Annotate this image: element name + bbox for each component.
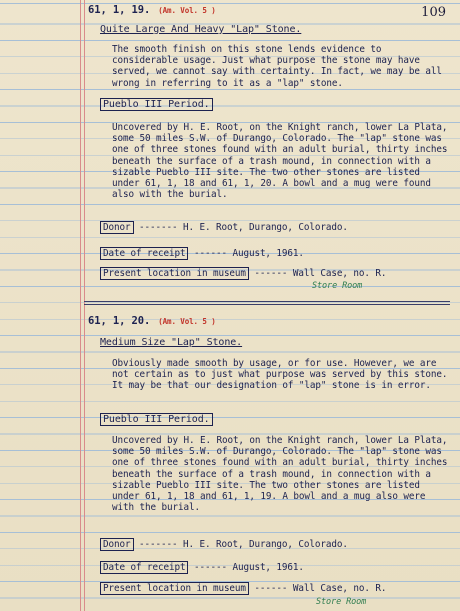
entry-1-date-value: August, 1961. [232, 248, 304, 259]
entry-divider-second [84, 304, 450, 305]
entry-2-donor-label: Donor [100, 538, 134, 551]
entry-1-date-label: Date of receipt [100, 247, 188, 260]
entry-1-location-line: Present location in museum ------ Wall Case, no. R. [100, 268, 386, 279]
entry-1-period [100, 99, 213, 110]
entry-divider [84, 301, 450, 302]
entry-1-title: Quite Large And Heavy "Lap" Stone. [100, 24, 302, 35]
entry-1-volume-ref: (Am. Vol. 5 ) [158, 6, 216, 15]
entry-1-catalog-number [88, 4, 216, 16]
entry-1-donor-value: H. E. Root, Durango, Colorado. [182, 222, 348, 233]
entry-1-donor-line: Donor ------- H. E. Root, Durango, Colorado. [100, 222, 348, 233]
entry-2-volume-ref: (Am. Vol. 5 ) [158, 317, 216, 326]
entry-2-title: Medium Size "Lap" Stone. [100, 337, 243, 348]
entry-2-period [100, 414, 213, 425]
page-number: 109 [421, 5, 446, 20]
entry-2-period-label: Pueblo III Period. [100, 413, 213, 426]
entry-2-date-label: Date of receipt [100, 561, 188, 574]
entry-2-location-value: Wall Case, no. R. [292, 583, 387, 594]
entry-1-location-value: Wall Case, no. R. [292, 268, 387, 279]
entry-1-provenance: Uncovered by H. E. Root, on the Knight ranch, lower La Plata, some 50 miles S.W. of Durango, Colorado. The "lap" stone was one of three stones found with an adult burial, thirty inches beneath the surface of a trash mound, in connection with a sizable Pueblo III site. The two other stones are listed under 61, 1, 18 and 61, 1, 20. A bowl and a mug were found also with the burial. [112, 122, 448, 201]
entry-1-period-label: Pueblo III Period. [100, 98, 213, 111]
entry-2-catalog-number [88, 315, 216, 327]
entry-2-date-value: August, 1961. [232, 562, 304, 573]
entry-2-store-room-note: Store Room [316, 597, 367, 607]
entry-1-location-label: Present location in museum [100, 267, 249, 280]
entry-1-catalog-no-text: 61, 1, 19. [88, 4, 151, 16]
entry-2-donor-line: Donor ------- H. E. Root, Durango, Colorado. [100, 539, 348, 550]
entry-2-location-label: Present location in museum [100, 582, 249, 595]
entry-2-provenance: Uncovered by H. E. Root, on the Knight ranch, lower La Plata, some 50 miles S.W. of Durango, Colorado. The "lap" stone was one of three stones found with an adult burial, thirty inches beneath the surface of a trash mound, in connection with a sizable Pueblo III site. The two other stones are listed under 61, 1, 18 and 61, 1, 19. A bowl and a mug also were with the burial. [112, 435, 448, 514]
entry-1-description: The smooth finish on this stone lends evidence to considerable usage. Just what purpose the stone may have served, we cannot say with certainty. In fact, we may be all wrong in referring to it as a "lap" stone. [112, 44, 442, 89]
entry-2-catalog-no-text: 61, 1, 20. [88, 315, 151, 327]
entry-2-donor-value: H. E. Root, Durango, Colorado. [182, 539, 348, 550]
entry-2-description: Obviously made smooth by usage, or for use. However, we are not certain as to just what purpose was served by this stone. It may be that our designation of "lap" stone is in error. [112, 358, 448, 392]
margin-rule-right [84, 0, 85, 611]
entry-2-location-line: Present location in museum ------ Wall Case, no. R. [100, 583, 386, 594]
entry-1-store-room-note: Store Room [312, 281, 363, 291]
entry-1-date-line: Date of receipt ------ August, 1961. [100, 248, 304, 259]
entry-1-donor-label: Donor [100, 221, 134, 234]
entry-2-date-line: Date of receipt ------ August, 1961. [100, 562, 304, 573]
margin-rule-left [80, 0, 81, 611]
